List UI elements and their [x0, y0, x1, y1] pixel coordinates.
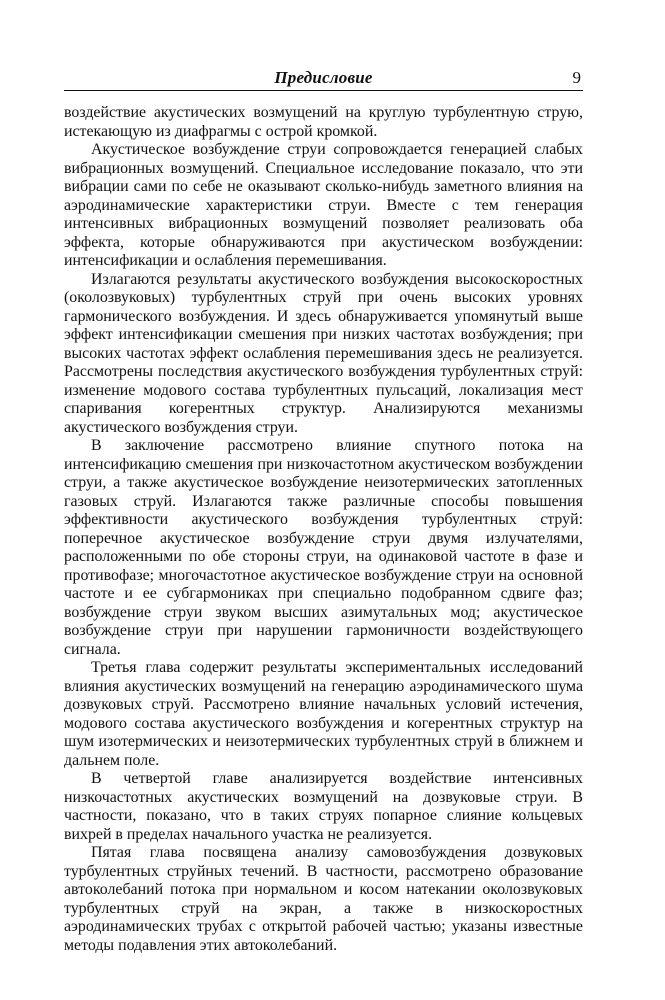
- chapter-title: Предисловие: [274, 68, 373, 87]
- paragraph: Пятая глава посвящена анализу самовозбуждения дозвуковых турбулентных струйных течений. В частности, рассмотрено образование автоколебаний потока при нормальном и косом натекании околозвуковых турбулентных струй на экран, а также в низкоскоростных аэродинамических трубах с открытой рабочей частью; указаны известные методы подавления этих автоколебаний.: [64, 844, 583, 954]
- page-number: 9: [572, 68, 581, 87]
- paragraph: В четвертой главе анализируется воздействие интенсивных низкочастотных акустических возмущений на дозвуковые струи. В частности, показано, что в таких струях попарное слияние кольцевых вихрей в пределах начального участка не реализуется.: [64, 770, 583, 843]
- paragraph: Излагаются результаты акустического возбуждения высокоскоростных (околозвуковых) турбулентных струй при очень высоких уровнях гармонического возбуждения. И здесь обнаруживается упомянутый выше эффект интенсификации смешения при низких частотах возбуждения; при высоких частотах эффект ослабления перемешивания здесь не реализуется. Рассмотрены последствия акустического возбуждения турбулентных струй: изменение модового состава турбулентных пульсаций, локализация мест спаривания когерентных структур. Анализируются механизмы акустического возбуждения струи.: [64, 270, 583, 436]
- paragraph: В заключение рассмотрено влияние спутного потока на интенсификацию смешения при низкочастотном акустическом возбуждении струи, а также акустическое возбуждение неизотермических затопленных газовых струй. Излагаются также различные способы повышения эффективности акустического возбуждения турбулентных струй: поперечное акустическое возбуждение струи двумя излучателями, расположенными по обе стороны струи, на одинаковой частоте в фазе и противофазе; многочастотное акустическое возбуждение струи на основной частоте и ее субгармониках при специально подобранном сдвиге фаз; возбуждение струи звуком высших азимутальных мод; акустическое возбуждение струи при нарушении гармоничности воздействующего сигнала.: [64, 437, 583, 658]
- paragraph: Акустическое возбуждение струи сопровождается генерацией слабых вибрационных возмущений. Специальное исследование показало, что эти вибрации сами по себе не оказывают сколько-нибудь заметного влияния на аэродинамические характеристики струи. Вместе с тем генерация интенсивных вибрационных возмущений позволяет реализовать оба эффекта, которые обнаруживаются при акустическом возбуждении: интенсификации и ослабления перемешивания.: [64, 141, 583, 269]
- paragraph-continuation: воздействие акустических возмущений на круглую турбулентную струю, истекающую из диафрагмы с острой кромкой.: [64, 104, 583, 140]
- body-text: [64, 104, 583, 955]
- running-header: [64, 62, 583, 91]
- paragraph: Третья глава содержит результаты экспериментальных исследований влияния акустических возмущений на генерацию аэродинамического шума дозвуковых струй. Рассмотрено влияние начальных условий истечения, модового состава акустического возбуждения и когерентных структур на шум изотермических и неизотермических турбулентных струй в ближнем и дальнем поле.: [64, 659, 583, 769]
